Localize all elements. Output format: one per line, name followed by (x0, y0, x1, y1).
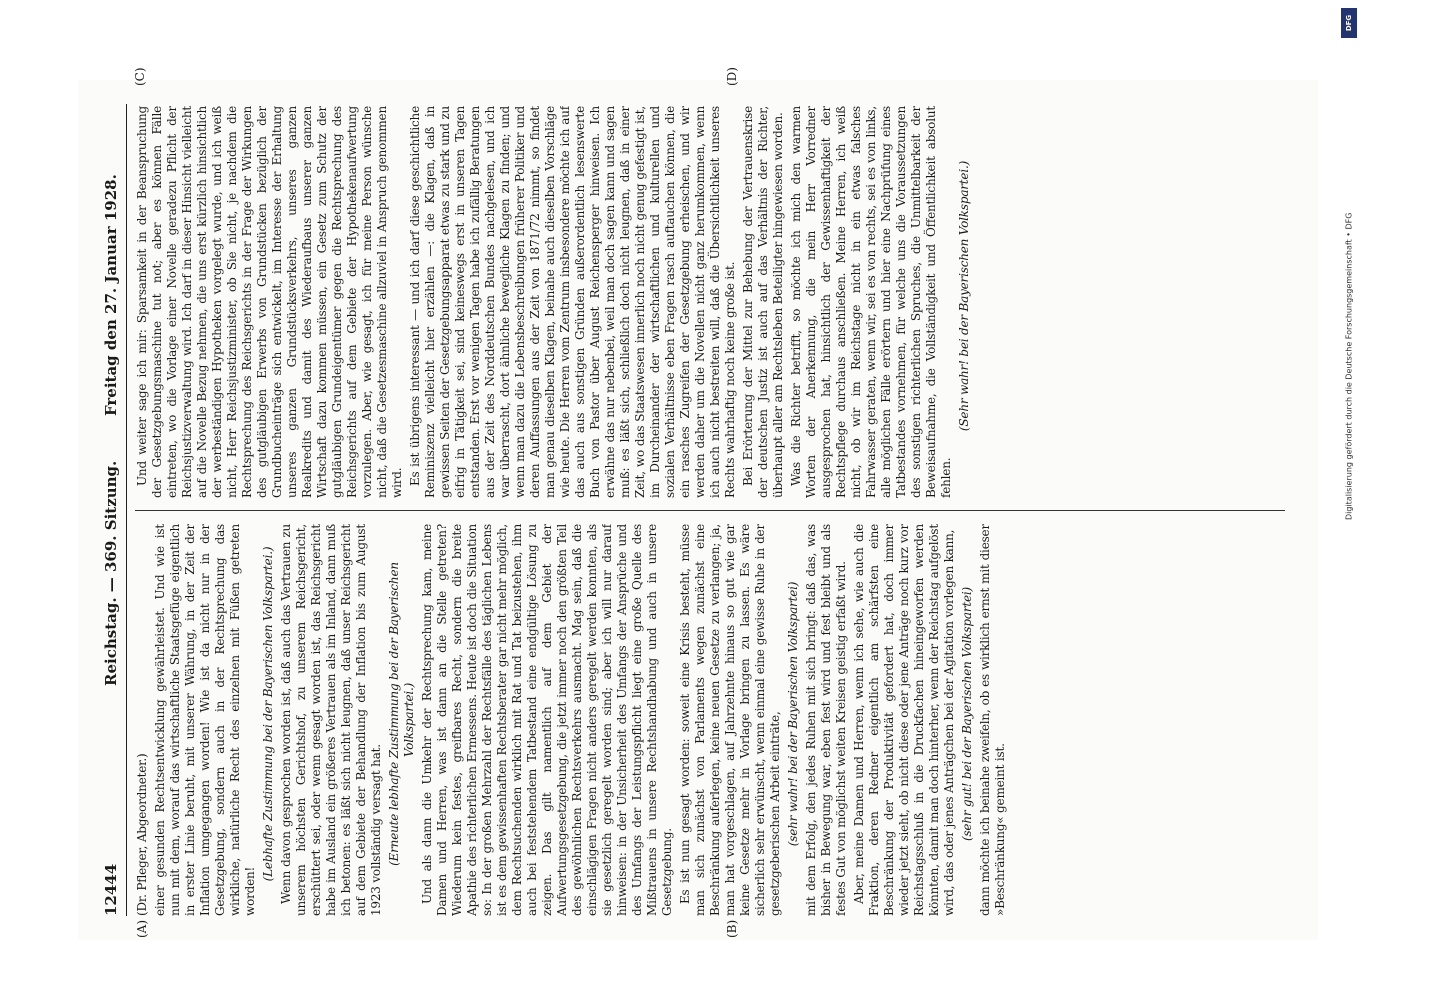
session-title: Reichstag. — 369. Sitzung. (102, 460, 120, 686)
paragraph: Was die Richter betrifft, so möchte ich mich den warmen Worten der Anerkennung, die mein Herr Vorredner ausgesprochen hat, hinsichtlich der Gewissenhaftigkeit der Rechtspflege durchaus anschließen. Meine Herren, ich weiß nicht, ob wir im Reichstage nicht in ein etwas falsches Fahrwasser geraten, wenn wir, sei es von rechts, sei es von links, alle möglichen Fälle erörtern und hier eine Nachprüfung eines Tatbestandes vornehmen, für welche uns die Voraussetzungen des sonstigen richterlichen Spruches, die Unmittelbarkeit der Beweisaufnahme, die Vollständigkeit und Öffentlichkeit absolut fehlen. (789, 106, 953, 498)
paragraph: mit dem Erfolg, den jedes Ruhen mit sich bringt: daß das, was bisher in Bewegung war, eben fest wird und fest bleibt und als festes Gut von möglichst weiten Kreisen geistig erfaßt wird. (804, 524, 848, 916)
margin-marker-b: (B) (725, 919, 739, 938)
page-number: 12444 (102, 863, 120, 916)
paragraph: Und weiter sage ich mir: Sparsamkeit in der Beanspruchung der Gesetzgebungsmaschine tut not; aber es können Fälle eintreten, wo die Vorlage einer Novelle geradezu Pflicht der Reichsjustizverwaltung wird. Ich darf in dieser Hinsicht vielleicht auf die Novelle Bezug nehmen, die uns erst kürzlich hinsichtlich der werbeständigen Hypotheken vorgelegt wurde, und ich weiß nicht, Herr Reichsjustizminister, ob Sie nicht, je nachdem die Rechtsprechung des Reichsgerichts in der Frage der Wirkungen des gutgläubigen Erwerbs von Grundstücken bezüglich der Grundbucheinträge sich entwickelt, im Interesse der Erhaltung unseres ganzen Grundstücksverkehrs, unseres ganzen Realkredits und damit des Wiederaufbaus unserer ganzen Wirtschaft dazu kommen müssen, ein Gesetz zum Schutz der gutgläubigen Grundeigentümer gegen die Rechtsprechung des Reichsgerichts auf dem Gebiete der Hypothekenaufwertung vorzulegen. Aber, wie gesagt, ich für meine Person wünsche nicht, daß die Gesetzesmaschine allzuviel in Anspruch genommen wird. (135, 106, 404, 498)
interjection: (Sehr wahr! bei der Bayerischen Volkspartei.) (957, 160, 971, 432)
scanned-page (78, 67, 1318, 940)
dfg-logo: DFG (1341, 8, 1357, 38)
page-content-rotated (78, 67, 1318, 940)
paragraph: Und als dann die Umkehr der Rechtsprechung kam, meine Damen und Herren, was ist dann an die Stelle getreten? Wiederum kein festes, greifbares Recht, sondern die breite Apathie des richterlichen Ermessens. Heute ist doch die Situation so: In der großen Mehrzahl der Rechtsfälle des täglichen Lebens ist es dem gewissenhaften Rechtsberater gar nicht mehr möglich, dem Rechtsuchenden wirklich mit Rat und Tat beizustehen, ihm auch bei feststehendem Tatbestand eine endgültige Lösung zu zeigen. Das gilt namentlich auf dem Gebiet der Aufwertungsgesetzgebung, die jetzt immer noch den größten Teil des gewöhnlichen Rechtsverkehrs ausmacht. Mag sein, daß die einschlägigen Fragen nicht anders geregelt werden konnten, als sie gesetzlich geregelt worden sind; aber ich will nur darauf hinweisen: in der Unsicherheit des Umfangs der Ansprüche und des Umfangs der Leistungspflicht liegt eine große Quelle des Mißtrauens in unsere Rechtshandhabung und auch in unsere Gesetzgebung. (420, 524, 674, 916)
margin-marker-c: (C) (133, 67, 147, 86)
right-column (135, 106, 1285, 498)
paragraph: Wenn davon gesprochen worden ist, daß auch das Vertrauen zu unserem höchsten Gerichtshof, zu unserem Reichsgericht, erschüttert sei, oder wenn gesagt worden ist, das Reichsgericht habe im Ausland ein größeres Vertrauen als im Inland, dann muß ich betonen: es läßt sich nicht leugnen, daß unser Reichsgericht auf dem Gebiete der Behandlung der Inflation bis zum August 1923 vollständig versagt hat. (279, 524, 383, 916)
margin-marker-d: (D) (725, 67, 739, 86)
paragraph: Bei Erörterung der Mittel zur Behebung der Vertrauenskrise der deutschen Justiz ist auch auf das Verhältnis der Richter, überhaupt aller am Rechtsleben Beteiligter hingewiesen worden. (741, 106, 785, 498)
interjection: (sehr wahr! bei der Bayerischen Volkspartei) (786, 581, 800, 847)
paragraph: dann möchte ich beinahe zweifeln, ob es wirklich ernst mit dieser »Beschränkung« gemeint ist. (978, 524, 1007, 916)
interjection: (sehr gut! bei der Bayerischen Volkspartei) (960, 587, 974, 842)
page-header (100, 104, 127, 916)
left-column (135, 524, 1285, 916)
column-divider (135, 510, 1285, 511)
paragraph: Aber, meine Damen und Herren, wenn ich sehe, wie auch die Fraktion, deren Redner eigentlich am schärfsten eine Beschränkung der Produktivität gefordert hat, doch immer wieder jetzt sieht, ob nicht diese oder jene Anträge noch kurz vor Reichstagsschluß in die Druckfachen hineingeworfen werden könnten, damit man doch hinterher, wenn der Reichstag aufgelöst wird, das oder jenes Anträgchen bei der Agitation vorlegen kann, (852, 524, 956, 916)
margin-marker-a: (A) (135, 919, 149, 938)
paragraph: Es ist übrigens interessant — und ich darf diese geschichtliche Reminiszenz vielleicht hier erzählen —: die Klagen, daß in gewissen Seiten der Gesetzgebungsapparat etwas zu stark und zu eifrig in Tätigkeit sei, sind keineswegs erst in unseren Tagen entstanden. Erst vor wenigen Tagen habe ich zufällig Beratungen aus der Zeit des Norddeutschen Bundes nachgelesen, und ich war überrascht, dort ähnliche bewegliche Klagen zu finden; und wenn man dazu die Lebensbeschreibungen früherer Politiker und deren Auffassungen aus der Zeit von 1871/72 nimmt, so findet man genau dieselben Klagen, beinahe auch dieselben Vorschläge wie heute. Die Herren vom Zentrum insbesondere möchte ich auf das auch aus sonstigen Gründen außerordentlich lesenswerte Buch von Pastor über August Reichensperger hinweisen. Ich erwähne das nur nebenbei, weil man doch sagen kann und sagen muß: es läßt sich, schließlich doch nicht leugnen, daß in einer Zeit, wo das Staatswesen innerlich noch nicht genug gefestigt ist, im Durcheinander der wirtschaftlichen und kulturellen und sozialen Verhältnisse eben Fragen rasch auftauchen können, die ein rasches Zugreifen der Gesetzgebung erheischen, und wir werden daher um die Novellen nicht ganz herumkommen, wenn ich auch nicht bestreiten will, daß die Übersichtlichkeit unseres Rechts wahrhaftig noch keine große ist. (408, 106, 737, 498)
speaker-label: (Dr. Pfleger, Abgeordneter.) (135, 753, 149, 916)
interjection: (Erneute lebhafte Zustimmung bei der Bayerischen Volkspartei.) (387, 562, 416, 866)
paragraph: einer gesunden Rechtsentwicklung gewährleistet. Und wie ist nun mit dem, worauf das wirtschaftliche Staatsgefüge eigentlich in erster Linie beruht, mit unserer Währung, in der Zeit der Inflation umgegangen worden! Wie ist da nicht nur in der Gesetzgebung, sondern auch in der Rechtsprechung das wirkliche, natürliche Recht des einzelnen mit Füßen getreten worden! (153, 524, 257, 916)
text-columns (133, 67, 1295, 938)
paragraph: Es ist nun gesagt worden: soweit eine Krisis besteht, müsse man sich zunächst von Parlaments wegen zunächst eine Beschränkung auferlegen, keine neuen Gesetze zu verlangen; ja, man hat vorgeschlagen, auf Jahrzehnte hinaus so gut wie gar keine Gesetze mehr in Vorlage bringen zu lassen. Es wäre sicherlich sehr erwünscht, wenn einmal eine gewisse Ruhe in der gesetzgeberischen Arbeit einträte, (678, 524, 782, 916)
interjection: (Lebhafte Zustimmung bei der Bayerischen Volkspartei.) (261, 546, 275, 882)
session-date: Freitag den 27. Januar 1928. (102, 174, 120, 416)
